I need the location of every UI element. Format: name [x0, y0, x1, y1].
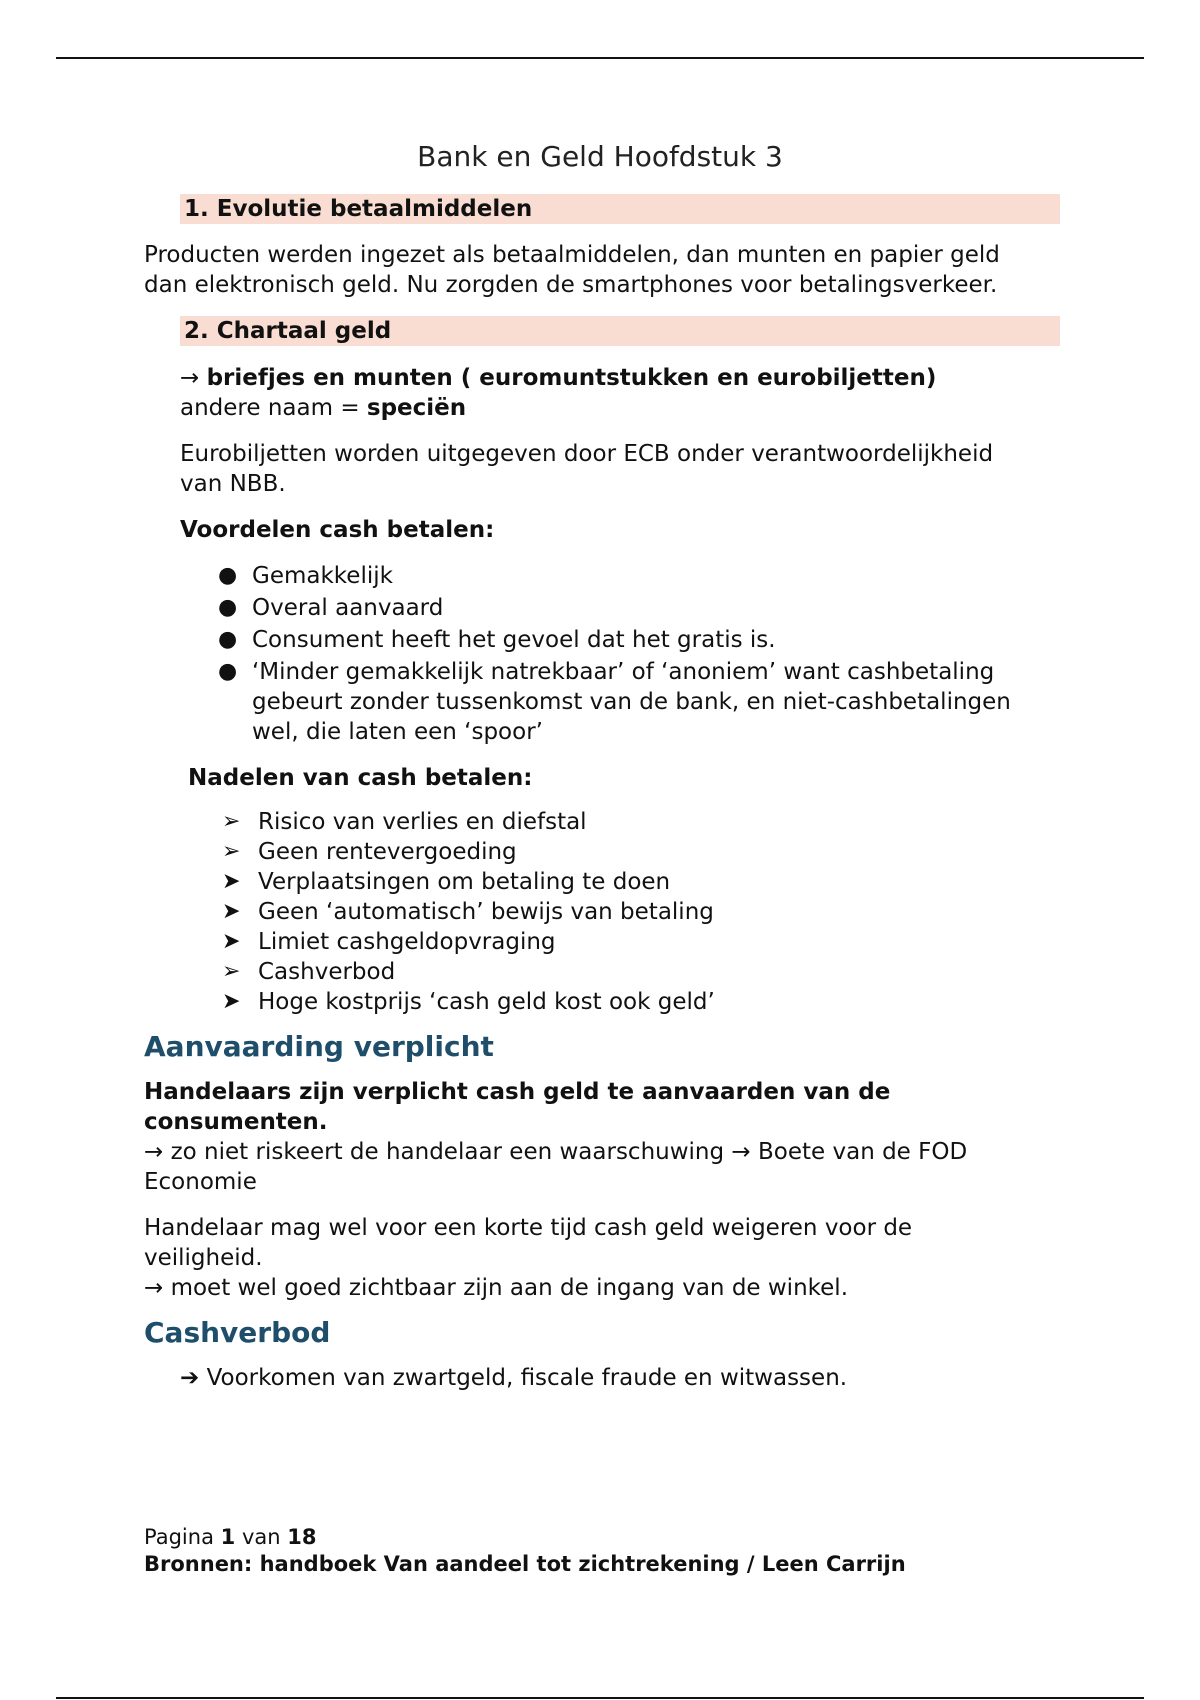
list-item: ● Gemakkelijk — [218, 563, 393, 589]
top-rule — [56, 57, 1144, 59]
bullet-icon: ● — [218, 659, 238, 684]
ecb-paragraph-line: van NBB. — [180, 471, 286, 497]
voordelen-heading: Voordelen cash betalen: — [180, 517, 495, 543]
arrowhead-icon: ➤ — [222, 869, 241, 894]
aanvaarding-line: Economie — [144, 1169, 257, 1195]
section1-body-line: Producten werden ingezet als betaalmiddelen, dan munten en papier geld — [144, 242, 1000, 268]
list-item: ➤ Geen ‘automatisch’ bewijs van betaling — [222, 899, 714, 925]
bullet-icon: ● — [218, 595, 238, 620]
arrowhead-icon: ➤ — [222, 899, 241, 924]
page-number: Pagina 1 van 18 — [144, 1525, 317, 1549]
arrowhead-icon: ➢ — [222, 959, 241, 984]
list-item: ● ‘Minder gemakkelijk natrekbaar’ of ‘anoniem’ want cashbetaling gebeurt zonder tussenkomst van de bank, en niet-cashbetalingen wel, die laten een ‘spoor’ — [218, 659, 1011, 745]
cashverbod-heading: Cashverbod — [144, 1316, 331, 1349]
aanvaarding-line: → zo niet riskeert de handelaar een waarschuwing → Boete van de FOD — [144, 1139, 968, 1165]
arrowhead-icon: ➤ — [222, 929, 241, 954]
sources-line: Bronnen: handboek Van aandeel tot zichtrekening / Leen Carrijn — [144, 1552, 906, 1576]
arrowhead-icon: ➤ — [222, 989, 241, 1014]
nadelen-list — [222, 807, 1060, 1017]
list-item: ● Overal aanvaard — [218, 595, 444, 621]
list-item: ➢ Geen rentevergoeding — [222, 839, 517, 865]
list-item: ● Consument heeft het gevoel dat het gratis is. — [218, 627, 776, 653]
page-footer — [144, 1524, 906, 1578]
aanvaarding-bold-line: consumenten. — [144, 1109, 328, 1135]
list-item: ➤ Hoge kostprijs ‘cash geld kost ook geld’ — [222, 989, 715, 1015]
section1-body-line: dan elektronisch geld. Nu zorgden de smartphones voor betalingsverkeer. — [144, 272, 998, 298]
page-title: Bank en Geld Hoofdstuk 3 — [417, 140, 783, 173]
weigeren-line: Handelaar mag wel voor een korte tijd cash geld weigeren voor de — [144, 1215, 913, 1241]
ecb-paragraph-line: Eurobiljetten worden uitgegeven door ECB onder verantwoordelijkheid — [180, 441, 994, 467]
arrowhead-icon: ➢ — [222, 839, 241, 864]
aanvaarding-bold-line: Handelaars zijn verplicht cash geld te aanvaarden van de — [144, 1079, 891, 1105]
weigeren-line: → moet wel goed zichtbaar zijn aan de ingang van de winkel. — [144, 1275, 849, 1301]
nadelen-heading: Nadelen van cash betalen: — [188, 765, 533, 791]
cashverbod-item: ➔ Voorkomen van zwartgeld, fiscale fraude en witwassen. — [180, 1365, 848, 1391]
list-item: ➢ Cashverbod — [222, 959, 396, 985]
bottom-rule — [56, 1697, 1144, 1699]
section1-heading: 1. Evolutie betaalmiddelen — [180, 194, 1060, 224]
bullet-icon: ● — [218, 627, 238, 652]
chartaal-synonym: andere naam = speciën — [180, 395, 467, 421]
arrow-icon: ➔ — [180, 1365, 200, 1391]
list-item: ➤ Verplaatsingen om betaling te doen — [222, 869, 671, 895]
arrow-icon: → — [180, 365, 200, 391]
document-body — [144, 194, 1060, 1393]
chartaal-definition: → briefjes en munten ( euromuntstukken en eurobiljetten) — [180, 365, 937, 391]
voordelen-list — [216, 561, 1060, 747]
section2-heading: 2. Chartaal geld — [180, 316, 1060, 346]
list-item: ➢ Risico van verlies en diefstal — [222, 809, 587, 835]
weigeren-line: veiligheid. — [144, 1245, 263, 1271]
bullet-icon: ● — [218, 563, 238, 588]
list-item: ➤ Limiet cashgeldopvraging — [222, 929, 556, 955]
arrowhead-icon: ➢ — [222, 809, 241, 834]
aanvaarding-heading: Aanvaarding verplicht — [144, 1030, 494, 1063]
